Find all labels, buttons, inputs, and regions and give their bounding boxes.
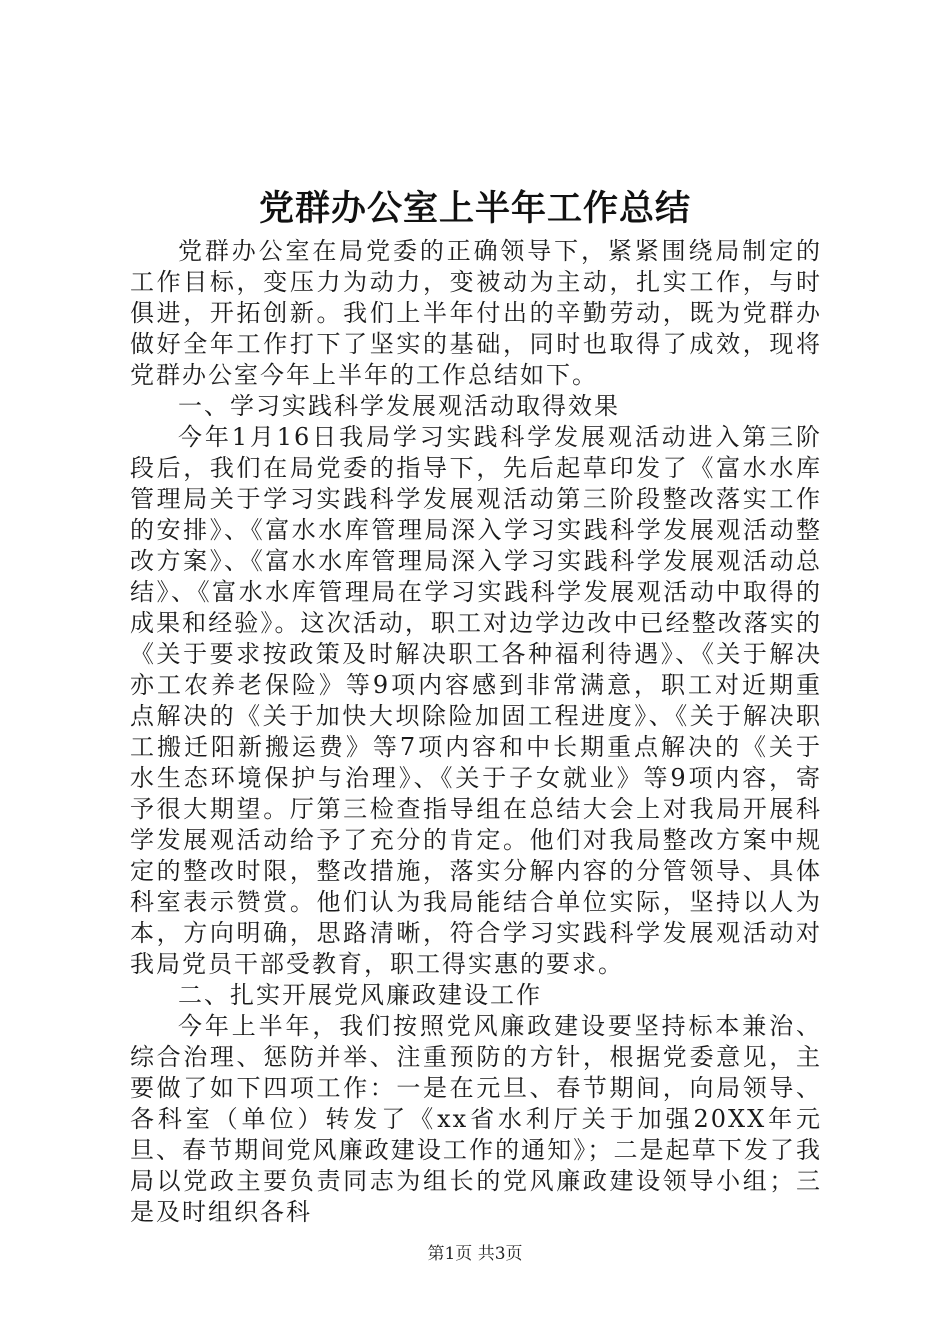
paragraph-section-1: 今年1月16日我局学习实践科学发展观活动进入第三阶段后，我们在局党委的指导下，先后起草印发了《富水水库管理局关于学习实践科学发展观活动第三阶段整改落实工作的安排》、《富水水库管理局深入学习实践科学发展观活动整改方案》、《富水水库管理局深入学习实践科学发展观活动总结》、《富水水库管理局在学习实践科学发展观活动中取得的成果和经验》。这次活动，职工对边学边改中已经整改落实的《关于要求按政策及时解决职工各种福利待遇》、《关于解决亦工农养老保险》等9项内容感到非常满意，职工对近期重点解决的《关于加快大坝除险加固工程进度》、《关于解决职工搬迁阳新搬运费》等7项内容和中长期重点解决的《关于水生态环境保护与治理》、《关于子女就业》等9项内容，寄予很大期望。厅第三检查指导组在总结大会上对我局开展科学发展观活动给予了充分的肯定。他们对我局整改方案中规定的整改时限，整改措施，落实分解内容的分管领导、具体科室表示赞赏。他们认为我局能结合单位实际，坚持以人为本，方向明确，思路清晰，符合学习实践科学发展观活动对我局党员干部受教育，职工得实惠的要求。 bbox=[130, 423, 822, 978]
document-body bbox=[130, 236, 822, 1228]
page-footer: 第1页 共3页 bbox=[427, 1244, 523, 1264]
section-heading-1: 一、学习实践科学发展观活动取得效果 bbox=[178, 392, 620, 420]
paragraph-section-2: 今年上半年，我们按照党风廉政建设要坚持标本兼治、综合治理、惩防并举、注重预防的方针，根据党委意见，主要做了如下四项工作：一是在元旦、春节期间，向局领导、各科室（单位）转发了《xx省水利厅关于加强20XX年元旦、春节期间党风廉政建设工作的通知》；二是起草下发了我局以党政主要负责同志为组长的党风廉政建设领导小组；三是及时组织各科 bbox=[130, 1012, 822, 1226]
section-heading-2: 二、扎实开展党风廉政建设工作 bbox=[178, 981, 542, 1009]
paragraph-intro: 党群办公室在局党委的正确领导下，紧紧围绕局制定的工作目标，变压力为动力，变被动为主动，扎实工作，与时俱进，开拓创新。我们上半年付出的辛勤劳动，既为党群办做好全年工作打下了坚实的基础，同时也取得了成效，现将党群办公室今年上半年的工作总结如下。 bbox=[130, 237, 822, 389]
document-title: 党群办公室上半年工作总结 bbox=[258, 189, 691, 229]
